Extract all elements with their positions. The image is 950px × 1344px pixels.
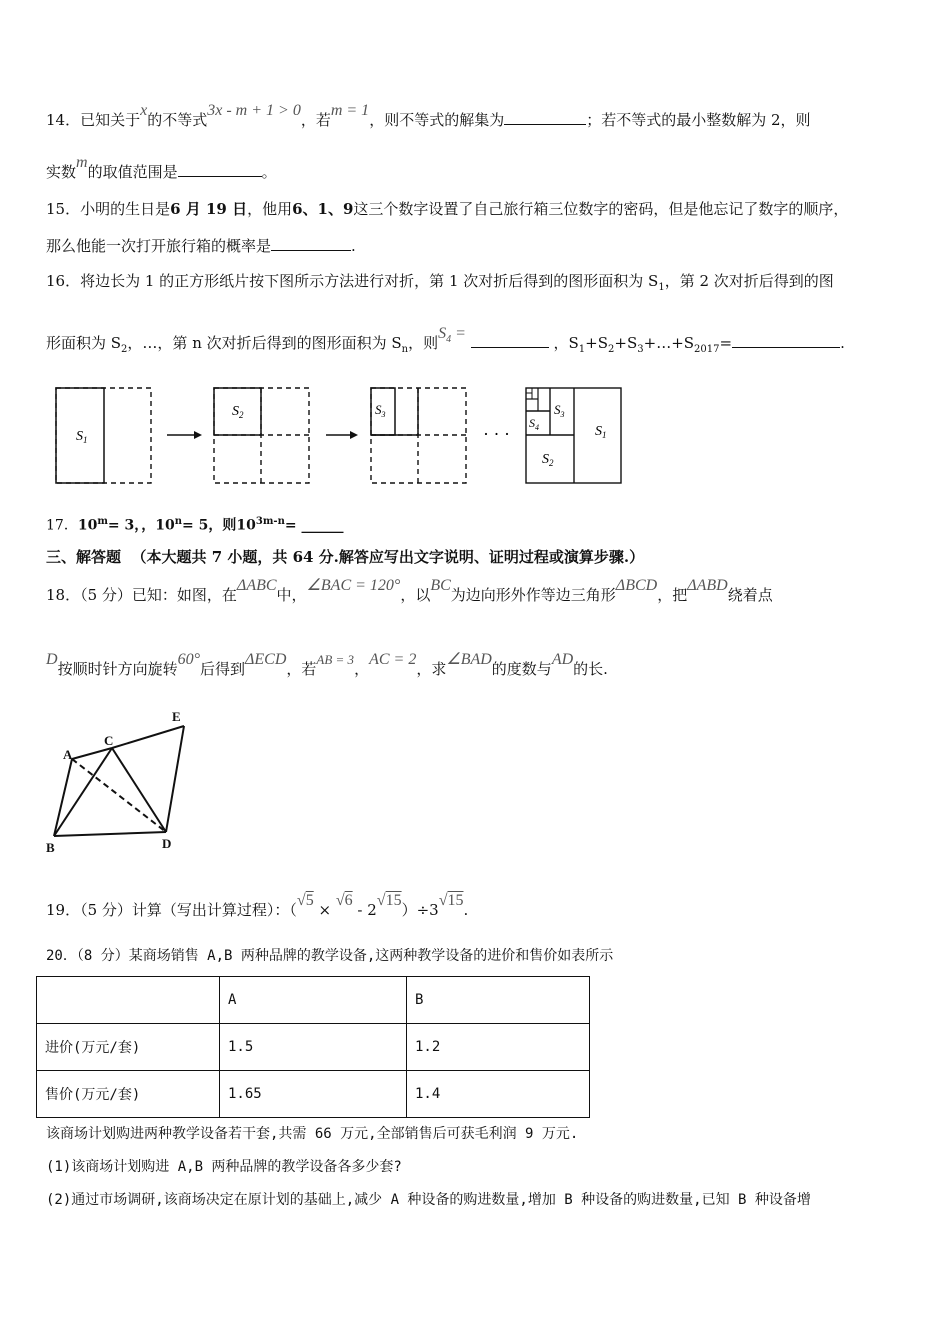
table-header-row: [37, 977, 590, 1024]
sqrt-15: √15: [376, 892, 402, 909]
label-c: C: [104, 733, 114, 748]
math-angle-bac: ∠BAC = 120°: [306, 577, 401, 594]
q15-digits: 6、1、9: [292, 200, 354, 218]
answer-blank[interactable]: [178, 162, 262, 177]
q20-number: 20．: [46, 948, 77, 964]
q15-text: ，他用: [247, 200, 293, 218]
radicand: 15: [385, 892, 402, 909]
q20-text: 某商场销售 A,B 两种品牌的教学设备,这两种教学设备的进价和售价如表所示: [128, 948, 614, 964]
math-ac-2: AC = 2: [369, 651, 417, 668]
q16-line2: [46, 325, 845, 360]
q18-text: 为边向形外作等边三角形: [450, 586, 616, 604]
math-60deg: 60°: [177, 651, 200, 668]
answer-blank[interactable]: [471, 333, 549, 348]
q16-sub: 2017: [694, 344, 720, 355]
q16-text: =: [719, 334, 733, 352]
q15-text: 那么他能一次打开旅行箱的概率是: [46, 237, 272, 255]
q18-text: ，以: [400, 586, 431, 604]
q18-text: ，若: [286, 660, 317, 678]
q16-sub: 1: [658, 282, 665, 293]
q14-line1: [46, 102, 811, 131]
q17-text: = ______: [284, 517, 344, 534]
radicand: 15: [447, 892, 464, 909]
math-triangle-bcd: ΔBCD: [615, 577, 658, 594]
answer-blank[interactable]: [732, 333, 840, 348]
q16-text: +S: [585, 334, 609, 352]
q20-score: （8 分）: [76, 948, 129, 964]
label-s2-panel4: $S_2$: [542, 452, 554, 468]
q14-text: ；若不等式的最小整数解为 2，则: [586, 111, 811, 129]
price-table: [36, 976, 590, 1118]
q16-sub: 1: [578, 344, 586, 355]
q14-text: 。: [261, 163, 277, 181]
arrow-1-head: [194, 431, 202, 439]
segment-ad: [72, 759, 166, 832]
label-s1-panel4: $S_1$: [595, 424, 607, 440]
label-s1: $S_1$: [76, 429, 88, 445]
q15-text: 小明的生日是: [80, 200, 171, 218]
table-row: [37, 1071, 590, 1118]
segment-ed: [166, 726, 184, 832]
q17-base: 10: [155, 517, 175, 534]
label-s3-panel4: $S_3$: [554, 402, 565, 419]
q18-score: （5 分）: [80, 586, 132, 604]
q20-line1: [46, 946, 613, 966]
radicand: 5: [305, 892, 314, 909]
q16-number: 16．: [46, 272, 81, 290]
math-angle-bad: ∠BAD: [446, 651, 492, 668]
segment-cd: [112, 748, 166, 832]
math-m-equals-1: m = 1: [330, 102, 370, 119]
q20-line2: 该商场计划购进两种教学设备若干套,共需 66 万元,全部销售后可获毛利润 9 万元.: [46, 1126, 579, 1142]
q16-text: +S: [614, 334, 638, 352]
math-d: D: [46, 651, 58, 668]
label-s3: $S_3$: [375, 402, 386, 419]
table-cell: 进价(万元/套): [37, 1024, 220, 1071]
q16-text: 形面积为 S: [46, 334, 122, 352]
label-b: B: [46, 840, 55, 855]
label-s2: $S_2$: [232, 404, 244, 420]
q18-line2: [46, 651, 608, 680]
q19-text: 计算（写出计算过程）：（: [131, 901, 297, 919]
label-d: D: [162, 836, 172, 851]
math-eq: =: [455, 325, 466, 342]
q16-text: .: [840, 334, 845, 352]
q19-text: .: [463, 901, 469, 919]
arrow-2-head: [350, 431, 358, 439]
q18-text: ，: [354, 660, 370, 678]
q15-line2: [46, 236, 356, 256]
math-s4: [438, 325, 466, 346]
table-cell: 1.2: [407, 1024, 590, 1071]
math-x: x: [140, 102, 148, 119]
q14-line2: [46, 154, 277, 183]
q18-text: 按顺时针方向旋转: [57, 660, 178, 678]
q16-text: ，…，第 n 次对折后得到的图形面积为 S: [127, 334, 402, 352]
math-ab-3: AB = 3: [316, 652, 355, 667]
q14-number: 14．: [46, 111, 81, 129]
q16-text: 将边长为 1 的正方形纸片按下图所示方法进行对折，第 1 次对折后得到的图形面积为 S: [80, 272, 659, 290]
section3-heading: [46, 547, 644, 567]
table-cell: 1.65: [220, 1071, 407, 1118]
q19-number: 19．: [46, 901, 81, 919]
table-cell: B: [407, 977, 590, 1024]
q20-part1: (1)该商场计划购进 A,B 两种品牌的教学设备各多少套?: [46, 1159, 402, 1175]
q18-number: 18．: [46, 586, 81, 604]
math-triangle-abd: ΔABD: [687, 577, 728, 594]
q14-text: 已知关于: [80, 111, 141, 129]
q17-text: ，: [141, 517, 156, 534]
q19-line: [46, 892, 469, 921]
q18-text: 的长.: [573, 660, 608, 678]
math-s: S: [438, 325, 447, 342]
q15-text: .: [351, 237, 356, 255]
answer-blank[interactable]: [504, 110, 586, 125]
folding-figure: [50, 382, 640, 486]
q14-text: 的取值范围是: [87, 163, 178, 181]
q17-exp: 3m-n: [255, 516, 285, 527]
table-row: [37, 1024, 590, 1071]
radicand: 6: [344, 892, 353, 909]
q14-text: 实数: [46, 163, 77, 181]
q17-text: = 3，: [107, 517, 142, 534]
q16-sub: 2: [608, 344, 615, 355]
math-sub: 4: [446, 334, 452, 346]
q19-text: ）÷3: [401, 901, 439, 919]
q16-sub: 2: [121, 344, 128, 355]
sqrt-15-b: √15: [438, 892, 464, 909]
ellipsis: · · ·: [483, 424, 510, 444]
q14-text: ，则不等式的解集为: [369, 111, 505, 129]
q16-text: ，S: [553, 334, 579, 352]
table-cell: 1.4: [407, 1071, 590, 1118]
q17-number: 17．: [46, 517, 78, 534]
q17-base: 10: [77, 517, 98, 534]
q17-base: 10: [236, 517, 256, 534]
q15-text: 这三个数字设置了自己旅行箱三位数字的密码，但是他忘记了数字的顺序，: [353, 200, 849, 218]
q16-text: +…+S: [643, 334, 695, 352]
q19-times: ×: [318, 901, 332, 919]
section3-note: （本大题共 7 小题，共 64 分.解答应写出文字说明、证明过程或演算步骤.）: [131, 548, 645, 566]
q17-text: = 5，则: [182, 517, 237, 534]
table-cell: [37, 977, 220, 1024]
math-inequality: 3x - m + 1 > 0: [207, 102, 301, 119]
math-ad: AD: [551, 651, 574, 668]
table-cell: 1.5: [220, 1024, 407, 1071]
segment-ce: [112, 726, 184, 748]
q15-line1: [46, 199, 848, 219]
q18-text: ，把: [657, 586, 688, 604]
section3-title: 三、解答题: [46, 548, 122, 566]
q19-score: （5 分）: [80, 901, 132, 919]
math-bc: BC: [430, 577, 451, 594]
q18-text: 的度数与: [491, 660, 552, 678]
math-triangle-ecd: ΔECD: [245, 651, 287, 668]
segment-ab: [54, 759, 72, 836]
q15-number: 15．: [46, 200, 81, 218]
q15-date: 6 月 19 日: [170, 200, 248, 218]
q14-text: 的不等式: [147, 111, 208, 129]
label-a: A: [63, 747, 73, 762]
q18-text: 绕着点: [727, 586, 773, 604]
geometry-figure: [44, 704, 194, 856]
math-triangle-abc: ΔABC: [236, 577, 277, 594]
label-e: E: [172, 709, 181, 724]
table-cell: A: [220, 977, 407, 1024]
q17-exp: m: [97, 516, 108, 527]
q18-text: 后得到: [199, 660, 245, 678]
q18-line1: [46, 577, 773, 606]
q16-line1: [46, 271, 834, 298]
segment-bd: [54, 832, 166, 836]
q19-text: - 2: [357, 901, 377, 919]
q20-part2: (2)通过市场调研,该商场决定在原计划的基础上,减少 A 种设备的购进数量,增加 B 种设备的购进数量,已知 B 种设备增: [46, 1192, 811, 1208]
table-cell: 售价(万元/套): [37, 1071, 220, 1118]
q18-text: ，求: [416, 660, 447, 678]
q16-sub: 3: [637, 344, 644, 355]
q17-exp: n: [174, 516, 183, 527]
label-s4-panel4: $S_4$: [529, 416, 539, 432]
math-m: m: [76, 154, 88, 171]
q18-text: 中，: [276, 586, 307, 604]
q16-text: ，则: [408, 334, 439, 352]
q18-text: 已知：如图，在: [131, 586, 237, 604]
q17-line: [46, 512, 343, 536]
q16-text: ，第 2 次对折后得到的图: [664, 272, 834, 290]
q16-sub: n: [401, 344, 409, 355]
q14-text: ，若: [300, 111, 331, 129]
answer-blank[interactable]: [271, 236, 351, 251]
sqrt-5: √5: [296, 892, 314, 909]
sqrt-6: √6: [335, 892, 353, 909]
